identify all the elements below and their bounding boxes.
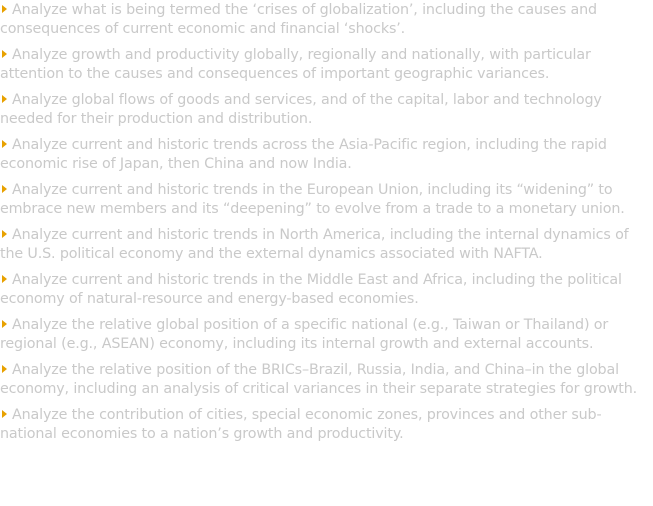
list-item — [0, 136, 653, 174]
triangle-right-icon — [2, 410, 7, 418]
triangle-right-icon — [2, 320, 7, 328]
list-item-text: Analyze global flows of goods and services, and of the capital, labor and technology needed for their production and distribution. — [0, 92, 602, 127]
list-item-text: Analyze current and historic trends in North America, including the internal dynamics of the U.S. political economy and the external dynamics associated with NAFTA. — [0, 227, 629, 262]
list-item — [0, 226, 653, 264]
list-item-text: Analyze the relative position of the BRICs–Brazil, Russia, India, and China–in the global economy, including an analysis of critical variances in their separate strategies for growth. — [0, 362, 638, 397]
triangle-right-icon — [2, 185, 7, 193]
triangle-right-icon — [2, 275, 7, 283]
list-item — [0, 361, 653, 399]
list-item-text: Analyze the relative global position of a specific national (e.g., Taiwan or Thailand) or regional (e.g., ASEAN) economy, including its internal growth and external accounts. — [0, 317, 609, 352]
triangle-right-icon — [2, 50, 7, 58]
list-item — [0, 46, 653, 84]
list-item-text: Analyze current and historic trends in the European Union, including its “widening” to embrace new members and its “deepening” to evolve from a trade to a monetary union. — [0, 182, 625, 217]
list-item — [0, 316, 653, 354]
list-item — [0, 181, 653, 219]
list-item-text: Analyze the contribution of cities, special economic zones, provinces and other sub-national economies to a nation’s growth and productivity. — [0, 407, 602, 442]
list-item-text: Analyze current and historic trends across the Asia-Pacific region, including the rapid economic rise of Japan, then China and now India. — [0, 137, 607, 172]
list-item — [0, 406, 653, 444]
list-item — [0, 91, 653, 129]
triangle-right-icon — [2, 140, 7, 148]
triangle-right-icon — [2, 5, 7, 13]
list-item — [0, 271, 653, 309]
list-item — [0, 1, 653, 39]
list-item-text: Analyze current and historic trends in the Middle East and Africa, including the political economy of natural-resource and energy-based economies. — [0, 272, 622, 307]
triangle-right-icon — [2, 365, 7, 373]
triangle-right-icon — [2, 95, 7, 103]
list-item-text: Analyze growth and productivity globally, regionally and nationally, with particular attention to the causes and consequences of important geographic variances. — [0, 47, 591, 82]
triangle-right-icon — [2, 230, 7, 238]
list-item-text: Analyze what is being termed the ‘crises of globalization’, including the causes and consequences of current economic and financial ‘shocks’. — [0, 2, 597, 37]
